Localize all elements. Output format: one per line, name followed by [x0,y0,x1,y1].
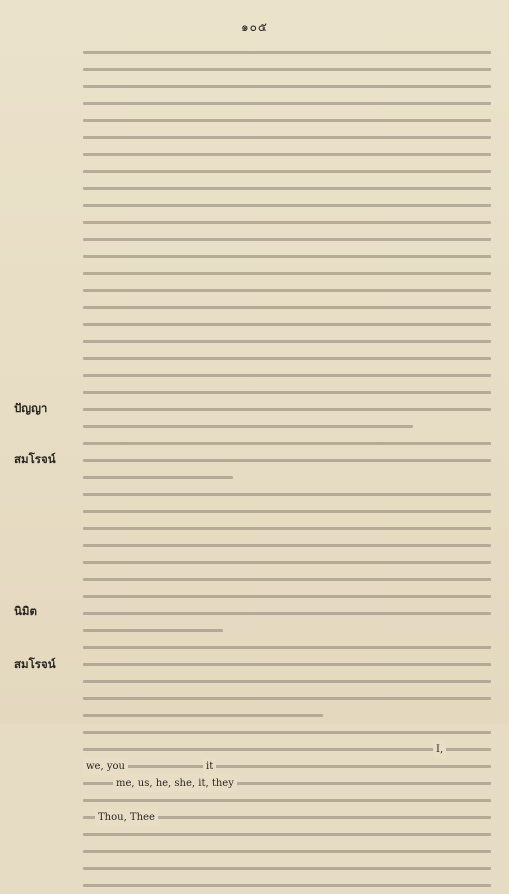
text-line-ink [83,68,491,71]
text-line-ink [83,748,491,751]
text-line [83,707,491,724]
text-line [83,588,491,605]
text-line [83,367,491,384]
text-line [83,656,491,673]
text-line-ink [83,629,223,632]
text-line-ink [83,340,491,343]
text-line [83,809,491,826]
text-line-ink [83,799,491,802]
text-line [83,775,491,792]
text-line [83,214,491,231]
text-line [83,792,491,809]
text-line [83,333,491,350]
text-line [83,537,491,554]
text-line [83,435,491,452]
text-line-ink [83,595,491,598]
text-line [83,639,491,656]
text-line [83,520,491,537]
text-line-ink [83,612,491,615]
text-line [83,622,491,639]
text-line [83,860,491,877]
text-line-ink [83,238,491,241]
text-line-ink [83,136,491,139]
text-line-ink [83,476,233,479]
text-line [83,486,491,503]
text-line-ink [83,51,491,54]
text-line-ink [83,170,491,173]
text-line-ink [83,204,491,207]
body-text [83,44,491,894]
text-line-ink [83,578,491,581]
text-line-ink [83,867,491,870]
text-line [83,316,491,333]
text-line [83,418,491,435]
text-line-ink [83,561,491,564]
text-line-ink [83,680,491,683]
text-line [83,180,491,197]
text-line [83,826,491,843]
text-line-ink [83,697,491,700]
text-line-ink [83,442,491,445]
latin-word: I, [433,741,446,758]
text-line [83,503,491,520]
latin-word: we, you [83,758,128,775]
text-line [83,350,491,367]
text-line-ink [83,306,491,309]
text-line [83,877,491,894]
speaker-label: สมโรจน์ [14,657,56,671]
speaker-label: ปัญญา [14,401,48,415]
text-line [83,61,491,78]
text-line [83,146,491,163]
text-line [83,163,491,180]
text-line [83,741,491,758]
text-line [83,384,491,401]
text-line-ink [83,221,491,224]
text-line-ink [83,731,491,734]
text-line [83,95,491,112]
text-line-ink [83,527,491,530]
text-line-ink [83,833,491,836]
text-line-ink [83,153,491,156]
text-line-ink [83,544,491,547]
text-line-ink [83,425,413,428]
text-line-ink [83,459,491,462]
text-line-ink [83,884,491,887]
text-line-ink [83,408,491,411]
text-line-ink [83,663,491,666]
text-line-ink [83,493,491,496]
text-line-ink [83,714,323,717]
latin-word: me, us, he, she, it, they [113,775,237,792]
text-line [83,452,491,469]
text-line [83,129,491,146]
text-line [83,554,491,571]
text-line [83,843,491,860]
text-line [83,112,491,129]
text-line [83,44,491,61]
text-line [83,282,491,299]
text-line-ink [83,850,491,853]
text-line [83,469,491,486]
text-line-ink [83,357,491,360]
text-line [83,724,491,741]
speaker-label: สมโรจน์ [14,452,56,466]
speaker-label: นิมิต [14,604,37,618]
page-number: ๑๐๕ [240,20,269,34]
text-line-ink [83,765,491,768]
text-line-ink [83,646,491,649]
text-line-ink [83,187,491,190]
text-line [83,197,491,214]
text-line-ink [83,255,491,258]
latin-word: Thou, Thee [95,809,158,826]
text-line [83,605,491,622]
text-line [83,78,491,95]
text-line-ink [83,374,491,377]
text-line [83,758,491,775]
text-line [83,248,491,265]
text-line [83,299,491,316]
text-line [83,673,491,690]
text-line-ink [83,102,491,105]
text-line-ink [83,510,491,513]
text-line [83,401,491,418]
text-line-ink [83,323,491,326]
text-line [83,231,491,248]
text-line [83,690,491,707]
text-line [83,265,491,282]
latin-word: it [203,758,216,775]
text-line [83,571,491,588]
text-line-ink [83,85,491,88]
text-line-ink [83,119,491,122]
text-line-ink [83,272,491,275]
text-line-ink [83,391,491,394]
text-line-ink [83,289,491,292]
